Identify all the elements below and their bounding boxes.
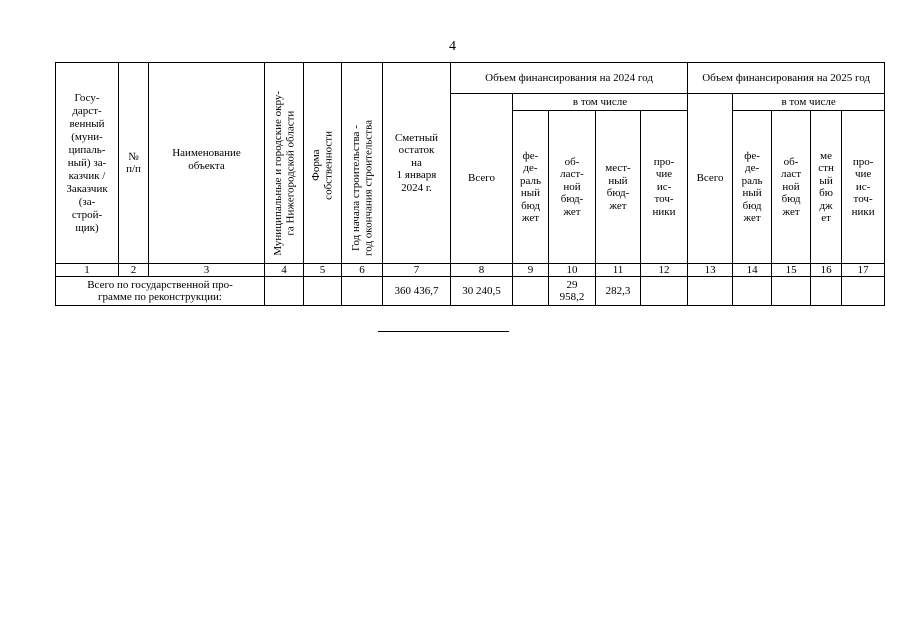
total-cell-ownership <box>304 277 342 306</box>
header-construction-years: Год начала строительства - год окончания строительства <box>342 63 383 264</box>
header-financing-2024: Объем финансирования на 2024 год <box>451 63 688 94</box>
total-other-2025 <box>842 277 885 306</box>
total-cell-municipality <box>265 277 304 306</box>
header-total-2025: Всего <box>688 94 733 264</box>
column-number: 15 <box>772 264 811 277</box>
total-local-2025 <box>811 277 842 306</box>
column-number: 3 <box>149 264 265 277</box>
column-number: 11 <box>596 264 641 277</box>
header-including-2024: в том числе <box>513 94 688 111</box>
column-numbers-row <box>56 264 885 277</box>
header-estimate-remainder: Сметный остаток на 1 января 2024 г. <box>383 63 451 264</box>
page-number: 4 <box>449 39 456 54</box>
header-federal-2024: фе- де- раль ный бюд жет <box>513 111 549 264</box>
column-number: 5 <box>304 264 342 277</box>
header-local-2024: мест- ный бюд- жет <box>596 111 641 264</box>
total-estimate-remainder: 360 436,7 <box>383 277 451 306</box>
header-regional-2025: об- ласт ной бюд жет <box>772 111 811 264</box>
total-federal-2025 <box>733 277 772 306</box>
column-number: 14 <box>733 264 772 277</box>
header-including-2025: в том числе <box>733 94 885 111</box>
total-other-2024 <box>641 277 688 306</box>
column-number: 7 <box>383 264 451 277</box>
column-number: 13 <box>688 264 733 277</box>
column-number: 12 <box>641 264 688 277</box>
header-other-2024: про- чие ис- точ- ники <box>641 111 688 264</box>
column-number: 16 <box>811 264 842 277</box>
header-municipality: Муниципальные и городские окру- га Нижегородской области <box>265 63 304 264</box>
column-number: 4 <box>265 264 304 277</box>
footer-divider-line <box>378 331 509 332</box>
column-number: 6 <box>342 264 383 277</box>
header-other-2025: про- чие ис- точ- ники <box>842 111 885 264</box>
column-number: 17 <box>842 264 885 277</box>
financing-table <box>55 62 885 306</box>
total-row <box>56 277 885 306</box>
total-local-2024: 282,3 <box>596 277 641 306</box>
header-total-2024: Всего <box>451 94 513 264</box>
header-customer: Госу- дарст- венный (муни- ципаль- ный) за- казчик / Заказчик (за- строй- щик) <box>56 63 119 264</box>
column-number: 8 <box>451 264 513 277</box>
column-number: 10 <box>549 264 596 277</box>
total-cell-construction-years <box>342 277 383 306</box>
header-federal-2025: фе- де- раль ный бюд жет <box>733 111 772 264</box>
header-object-name: Наименование объекта <box>149 63 265 264</box>
total-federal-2024 <box>513 277 549 306</box>
total-row-label: Всего по государственной про- грамме по реконструкции: <box>56 277 265 306</box>
header-number: № п/п <box>119 63 149 264</box>
total-regional-2024: 29 958,2 <box>549 277 596 306</box>
header-financing-2025: Объем финансирования на 2025 год <box>688 63 885 94</box>
header-regional-2024: об- ласт- ной бюд- жет <box>549 111 596 264</box>
header-ownership: Форма собственности <box>304 63 342 264</box>
column-number: 2 <box>119 264 149 277</box>
header-local-2025: ме стн ый бю дж ет <box>811 111 842 264</box>
column-number: 1 <box>56 264 119 277</box>
column-number: 9 <box>513 264 549 277</box>
total-2025 <box>688 277 733 306</box>
total-2024: 30 240,5 <box>451 277 513 306</box>
total-regional-2025 <box>772 277 811 306</box>
